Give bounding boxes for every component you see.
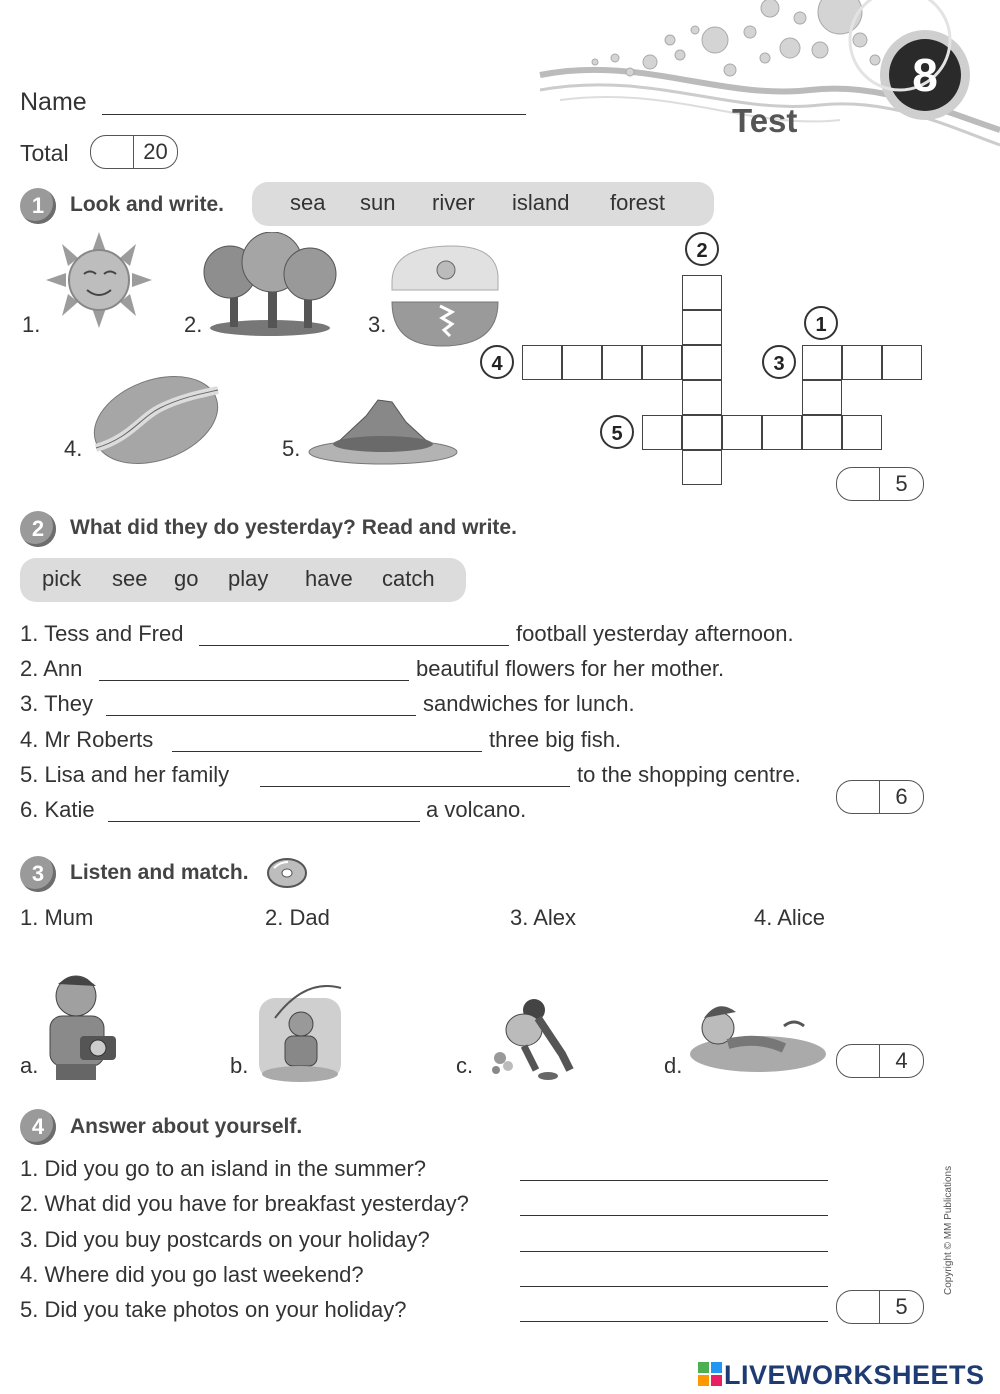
crossword-cell[interactable]	[682, 380, 722, 415]
sentence-1-end: football yesterday afternoon.	[516, 621, 794, 646]
crossword-cell[interactable]	[722, 415, 762, 450]
person-mum: 1. Mum	[20, 905, 94, 930]
crossword-cell[interactable]	[802, 345, 842, 380]
sentence-5-start: 5. Lisa and her family	[20, 762, 230, 787]
person-alice: 4. Alice	[754, 905, 825, 930]
section2-score: 6	[895, 784, 908, 809]
crossword-cell[interactable]	[802, 415, 842, 450]
crossword-cell[interactable]	[602, 345, 642, 380]
name-input[interactable]	[102, 114, 526, 115]
total-label: Total	[20, 140, 69, 166]
crossword-cell[interactable]	[842, 415, 882, 450]
question-3: 3. Did you buy postcards on your holiday?	[20, 1227, 430, 1252]
sentence-6-blank[interactable]	[108, 821, 420, 822]
crossword-cell[interactable]	[522, 345, 562, 380]
crossword-cell[interactable]	[682, 415, 722, 450]
footer-brand: LIVEWORKSHEETS	[724, 1360, 985, 1390]
section2-badge: 2	[20, 511, 56, 547]
picture-number: 3.	[368, 312, 387, 337]
sentence-2-end: beautiful flowers for her mother.	[416, 656, 725, 681]
picking-flowers-icon	[488, 996, 574, 1080]
fishing-icon	[255, 978, 345, 1084]
section3-badge: 3	[20, 856, 56, 892]
answer-1-input[interactable]	[520, 1180, 828, 1181]
sentence-1-blank[interactable]	[199, 645, 509, 646]
picture-number: 1.	[22, 312, 41, 337]
match-letter: a.	[20, 1053, 39, 1078]
sentence-6-start: 6. Katie	[20, 797, 95, 822]
island-icon	[306, 392, 460, 468]
test-label: Test	[732, 102, 798, 139]
crossword-cell[interactable]	[562, 345, 602, 380]
picture-number: 2.	[184, 312, 203, 337]
word-have: have	[305, 566, 353, 591]
section3-score-box[interactable]	[836, 1044, 924, 1078]
question-4: 4. Where did you go last weekend?	[20, 1262, 364, 1287]
crossword-cell[interactable]	[682, 275, 722, 310]
person-dad: 2. Dad	[265, 905, 330, 930]
liveworksheets-logo-icon	[698, 1362, 722, 1386]
crossword-cell[interactable]	[882, 345, 922, 380]
section1-badge: 1	[20, 188, 56, 224]
sentence-3-end: sandwiches for lunch.	[423, 691, 635, 716]
forest-icon	[200, 232, 340, 336]
word-sun: sun	[360, 190, 396, 215]
total-score-box[interactable]	[90, 135, 178, 169]
match-letter: c.	[456, 1053, 474, 1078]
sun-icon	[42, 230, 157, 330]
total-max: 20	[143, 139, 168, 164]
crossword-cell[interactable]	[682, 450, 722, 485]
sentence-4-blank[interactable]	[172, 751, 482, 752]
swimming-icon	[688, 996, 828, 1076]
section1-title: Look and write.	[70, 193, 225, 216]
match-letter: d.	[664, 1053, 683, 1078]
sentence-1-start: 1. Tess and Fred	[20, 621, 184, 646]
section4-score: 5	[895, 1294, 908, 1319]
section3-title: Listen and match.	[70, 861, 249, 884]
crossword-cell[interactable]	[682, 345, 722, 380]
section4-title: Answer about yourself.	[70, 1115, 303, 1138]
crossword-cell[interactable]	[642, 415, 682, 450]
river-icon	[90, 368, 222, 468]
sentence-5-end: to the shopping centre.	[577, 762, 801, 787]
sentence-3-blank[interactable]	[106, 715, 416, 716]
word-go: go	[174, 566, 199, 591]
name-label: Name	[20, 88, 87, 116]
word-see: see	[112, 566, 148, 591]
section3-score: 4	[895, 1048, 908, 1073]
sentence-6-end: a volcano.	[426, 797, 527, 822]
picture-number: 4.	[64, 436, 83, 461]
question-5: 5. Did you take photos on your holiday?	[20, 1297, 407, 1322]
crossword-cell[interactable]	[682, 310, 722, 345]
picture-number: 5.	[282, 436, 301, 461]
section1-score: 5	[895, 471, 908, 496]
section1-word-box	[252, 182, 714, 226]
sentence-3-start: 3. They	[20, 691, 93, 716]
word-island: island	[512, 190, 570, 215]
cd-icon	[266, 856, 308, 890]
answer-4-input[interactable]	[520, 1286, 828, 1287]
match-letter: b.	[230, 1053, 249, 1078]
word-pick: pick	[42, 566, 82, 591]
word-catch: catch	[382, 566, 435, 591]
sentence-5-blank[interactable]	[260, 786, 570, 787]
question-2: 2. What did you have for breakfast yesterday?	[20, 1191, 469, 1216]
section4-score-box[interactable]	[836, 1290, 924, 1324]
test-number: 8	[912, 49, 938, 101]
section2-score-box[interactable]	[836, 780, 924, 814]
crossword-clue-1: 1	[804, 306, 838, 340]
sea-icon	[384, 242, 504, 350]
word-sea: sea	[290, 190, 326, 215]
person-alex: 3. Alex	[510, 905, 577, 930]
crossword-clue-2: 2	[685, 232, 719, 266]
section4-badge: 4	[20, 1109, 56, 1145]
answer-2-input[interactable]	[520, 1215, 828, 1216]
answer-5-input[interactable]	[520, 1321, 828, 1322]
section2-title: What did they do yesterday? Read and write.	[70, 516, 517, 539]
photographer-icon	[36, 970, 126, 1082]
crossword-cell[interactable]	[802, 380, 842, 415]
sentence-4-end: three big fish.	[489, 727, 622, 752]
crossword-clue-4: 4	[480, 345, 514, 379]
crossword-cell[interactable]	[762, 415, 802, 450]
crossword-clue-5: 5	[600, 415, 634, 449]
word-river: river	[432, 190, 475, 215]
crossword-cell[interactable]	[842, 345, 882, 380]
crossword-clue-3: 3	[762, 345, 796, 379]
question-1: 1. Did you go to an island in the summer?	[20, 1156, 427, 1181]
word-play: play	[228, 566, 269, 591]
section2-word-box	[20, 558, 466, 602]
copyright-text: Copyright © MM Publications	[943, 1165, 954, 1295]
sentence-2-start: 2. Ann	[20, 656, 83, 681]
sentence-2-blank[interactable]	[99, 680, 409, 681]
answer-3-input[interactable]	[520, 1251, 828, 1252]
section1-score-box[interactable]	[836, 467, 924, 501]
word-forest: forest	[610, 190, 666, 215]
crossword-cell[interactable]	[642, 345, 682, 380]
sentence-4-start: 4. Mr Roberts	[20, 727, 154, 752]
